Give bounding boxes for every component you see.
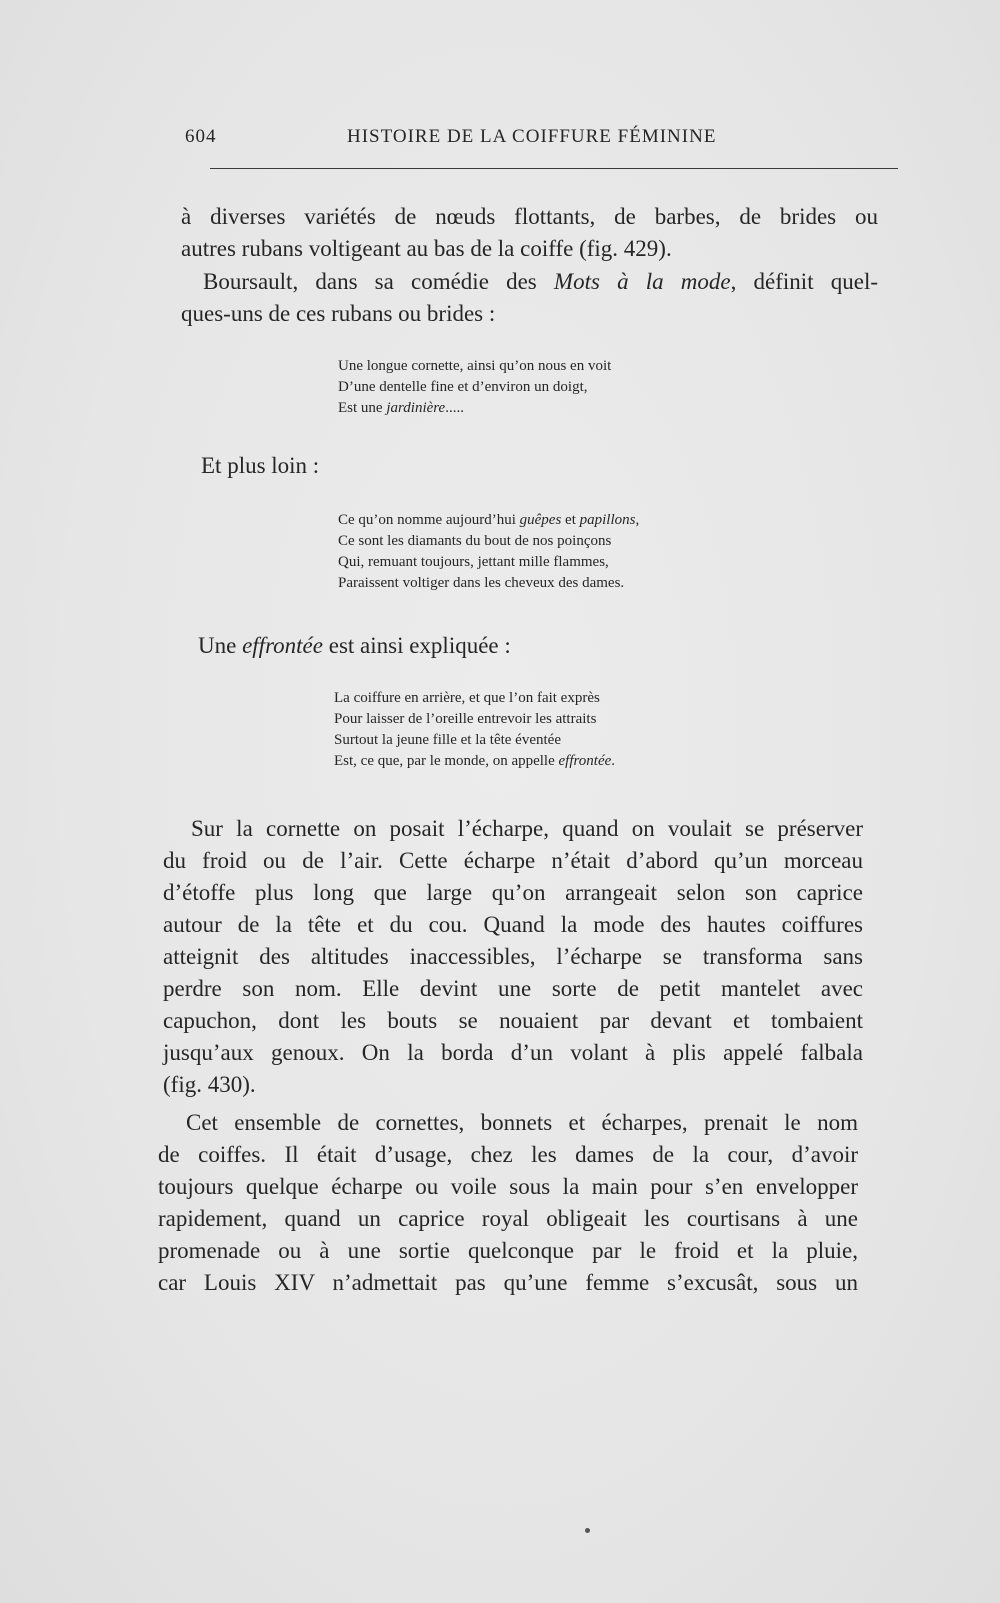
- text-line: atteignit des altitudes inaccessibles, l’écharpe se transforma sans: [163, 944, 863, 969]
- verse-quote-3: [334, 688, 615, 772]
- text-run: Boursault, dans sa comédie des: [203, 269, 554, 294]
- text-line: perdre son nom. Elle devint une sorte de petit mantelet avec: [163, 976, 863, 1001]
- text-line: autres rubans voltigeant au bas de la coiffe (fig. 429).: [181, 236, 672, 261]
- verse-line: Qui, remuant toujours, jettant mille flammes,: [338, 554, 609, 570]
- text-line: capuchon, dont les bouts se nouaient par devant et tombaient: [163, 1008, 863, 1033]
- text-run: Est, ce que, par le monde, on appelle: [334, 753, 559, 769]
- ink-speck: [585, 1528, 590, 1533]
- text-run: ,: [635, 512, 640, 528]
- verse-line: Surtout la jeune fille et la tête éventée: [334, 732, 561, 748]
- text-run: est ainsi expliquée :: [322, 633, 511, 658]
- intro-paragraph: [181, 201, 878, 265]
- verse-line: Une longue cornette, ainsi qu’on nous en voit: [338, 358, 612, 374]
- text-line: d’étoffe plus long que large qu’on arrangeait selon son caprice: [163, 880, 863, 905]
- text-line: (fig. 430).: [163, 1072, 256, 1097]
- text-line: [181, 266, 878, 298]
- text-line: Et plus loin :: [201, 453, 320, 478]
- text-run: .....: [445, 400, 464, 416]
- text-line: Sur la cornette on posait l’écharpe, quand on voulait se préserver: [191, 816, 863, 841]
- text-line: jusqu’aux genoux. On la borda d’un volant à plis appelé falbala: [163, 1040, 863, 1065]
- italic-term: jardinière: [386, 400, 446, 416]
- text-line: promenade ou à une sortie quelconque par le froid et la pluie,: [158, 1238, 858, 1263]
- echarpe-paragraph: [163, 813, 863, 1101]
- text-line: de coiffes. Il était d’usage, chez les dames de la cour, d’avoir: [158, 1142, 858, 1167]
- text-line: rapidement, quand un caprice royal obligeait les courtisans à une: [158, 1206, 858, 1231]
- play-title: Mots à la mode: [553, 269, 731, 294]
- text-run: Ce qu’on nomme aujourd’hui: [338, 512, 520, 528]
- text-run: .: [611, 753, 616, 769]
- verse-line: [334, 751, 615, 772]
- text-line: à diverses variétés de nœuds flottants, de barbes, de brides ou: [181, 204, 878, 229]
- coiffes-paragraph: [158, 1107, 858, 1299]
- text-run: Une: [198, 633, 243, 658]
- running-title: HISTOIRE DE LA COIFFURE FÉMININE: [347, 126, 717, 147]
- verse-quote-2: [338, 510, 639, 594]
- verse-line: [338, 398, 611, 419]
- verse-line: D’une dentelle fine et d’environ un doigt,: [338, 379, 588, 395]
- page-number: 604: [185, 126, 217, 147]
- verse-line: La coiffure en arrière, et que l’on fait exprès: [334, 690, 600, 706]
- italic-term: effrontée: [242, 633, 323, 658]
- verse-line: [338, 510, 639, 531]
- text-run: Est une: [338, 400, 387, 416]
- header-rule: [210, 168, 898, 169]
- verse-quote-1: [338, 356, 611, 419]
- text-run: , définit quel-: [730, 269, 879, 294]
- boursault-paragraph: [181, 266, 878, 330]
- text-line: [198, 630, 511, 662]
- text-line: du froid ou de l’air. Cette écharpe n’était d’abord qu’un morceau: [163, 848, 863, 873]
- verse-line: Pour laisser de l’oreille entrevoir les attraits: [334, 711, 597, 727]
- italic-term: guêpes: [519, 512, 562, 528]
- text-line: ques-uns de ces rubans ou brides :: [181, 301, 496, 326]
- italic-term: papillons: [579, 512, 636, 528]
- verse-line: Ce sont les diamants du bout de nos poinçons: [338, 533, 612, 549]
- text-run: et: [561, 512, 580, 528]
- et-plus-loin: [201, 450, 319, 482]
- verse-line: Paraissent voltiger dans les cheveux des dames.: [338, 575, 625, 591]
- text-line: Cet ensemble de cornettes, bonnets et écharpes, prenait le nom: [186, 1110, 858, 1135]
- italic-term: effrontée: [558, 753, 612, 769]
- text-line: autour de la tête et du cou. Quand la mode des hautes coiffures: [163, 912, 863, 937]
- page-header: [185, 126, 885, 156]
- text-line: toujours quelque écharpe ou voile sous la main pour s’en envelopper: [158, 1174, 858, 1199]
- text-line: car Louis XIV n’admettait pas qu’une femme s’excusât, sous un: [158, 1270, 858, 1295]
- effrontee-intro: [198, 630, 511, 662]
